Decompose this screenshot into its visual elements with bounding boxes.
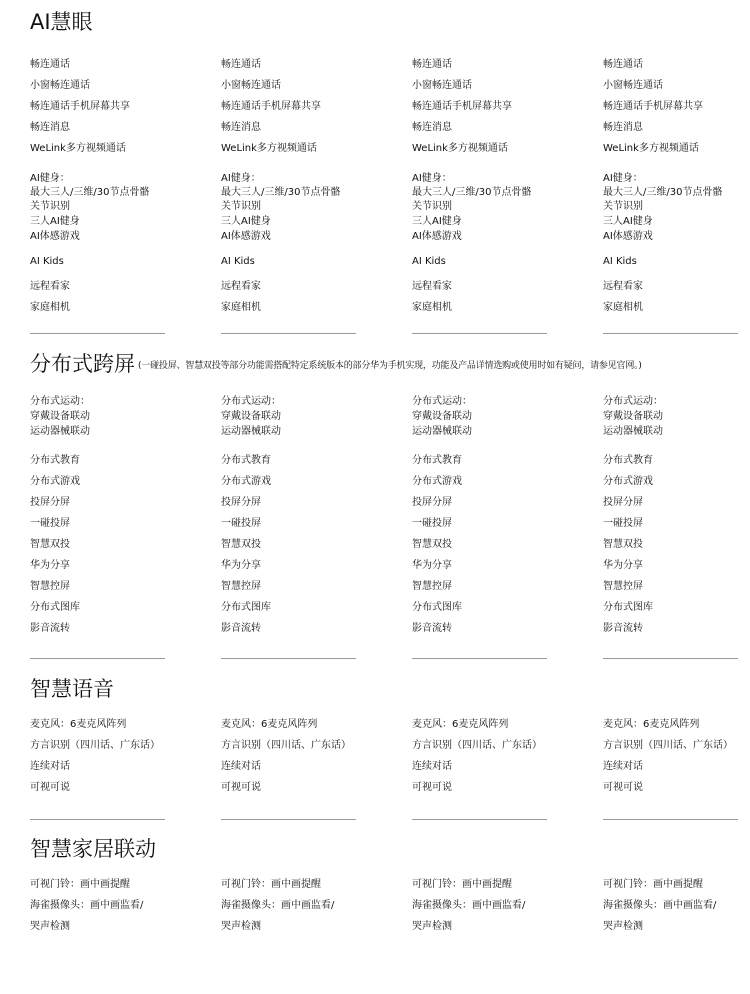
feature-item: AI健身： bbox=[30, 173, 70, 184]
feature-item: 海雀摄像头：画中画监看/ bbox=[221, 900, 335, 911]
feature-item: 畅连通话手机屏幕共享 bbox=[30, 101, 130, 112]
feature-item: 运动器械联动 bbox=[30, 426, 90, 437]
feature-item: 三人AI健身 bbox=[412, 216, 462, 227]
feature-item: AI健身： bbox=[603, 173, 643, 184]
feature-item: 穿戴设备联动 bbox=[603, 411, 663, 422]
feature-item: 可视门铃：画中画提醒 bbox=[221, 879, 321, 890]
feature-item: 分布式游戏 bbox=[221, 476, 271, 487]
feature-item: 家庭相机 bbox=[412, 302, 452, 313]
feature-item: WeLink多方视频通话 bbox=[603, 143, 699, 154]
feature-item: 分布式教育 bbox=[221, 455, 271, 466]
feature-item: WeLink多方视频通话 bbox=[412, 143, 508, 154]
section-divider bbox=[221, 819, 356, 820]
feature-item: 分布式游戏 bbox=[412, 476, 462, 487]
feature-item: 分布式图库 bbox=[412, 602, 462, 613]
feature-item: 远程看家 bbox=[30, 281, 70, 292]
feature-item: 畅连消息 bbox=[30, 122, 70, 133]
feature-item: AI健身： bbox=[412, 173, 452, 184]
feature-item: 连续对话 bbox=[603, 761, 643, 772]
feature-item: 海雀摄像头：画中画监看/ bbox=[412, 900, 526, 911]
feature-item: 华为分享 bbox=[30, 560, 70, 571]
feature-item: 智慧控屏 bbox=[412, 581, 452, 592]
feature-item: AI体感游戏 bbox=[412, 231, 462, 242]
feature-item: 畅连消息 bbox=[221, 122, 261, 133]
section-title-text: AI慧眼 bbox=[30, 10, 93, 34]
feature-item: 远程看家 bbox=[221, 281, 261, 292]
feature-item: 畅连通话手机屏幕共享 bbox=[603, 101, 703, 112]
feature-item: 投屏分屏 bbox=[603, 497, 643, 508]
feature-item: 分布式教育 bbox=[30, 455, 80, 466]
feature-item: 分布式运动： bbox=[221, 396, 281, 407]
feature-item: 影音流转 bbox=[221, 623, 261, 634]
feature-item: 可视可说 bbox=[412, 782, 452, 793]
feature-item: 可视可说 bbox=[30, 782, 70, 793]
feature-item: 小窗畅连通话 bbox=[221, 80, 281, 91]
feature-item: 关节识别 bbox=[30, 201, 70, 212]
feature-item: 运动器械联动 bbox=[412, 426, 472, 437]
feature-item: 穿戴设备联动 bbox=[412, 411, 472, 422]
feature-item: 麦克风：6麦克风阵列 bbox=[221, 719, 318, 730]
feature-item: 远程看家 bbox=[412, 281, 452, 292]
feature-item: 小窗畅连通话 bbox=[30, 80, 90, 91]
feature-item: 畅连通话 bbox=[30, 59, 70, 70]
section-divider bbox=[412, 819, 547, 820]
feature-item: AI体感游戏 bbox=[603, 231, 653, 242]
feature-item: 影音流转 bbox=[603, 623, 643, 634]
section-divider bbox=[603, 658, 738, 659]
section-divider bbox=[30, 658, 165, 659]
feature-item: 一碰投屏 bbox=[30, 518, 70, 529]
feature-item: 一碰投屏 bbox=[221, 518, 261, 529]
section-divider bbox=[30, 819, 165, 820]
feature-item: 投屏分屏 bbox=[412, 497, 452, 508]
section-divider bbox=[30, 333, 165, 334]
feature-item: AI健身： bbox=[221, 173, 261, 184]
feature-item: 哭声检测 bbox=[412, 921, 452, 932]
section-voice bbox=[0, 665, 750, 825]
feature-item: 畅连通话手机屏幕共享 bbox=[221, 101, 321, 112]
feature-item: 可视门铃：画中画提醒 bbox=[30, 879, 130, 890]
feature-item: WeLink多方视频通话 bbox=[30, 143, 126, 154]
feature-item: 分布式运动： bbox=[412, 396, 472, 407]
feature-item: 影音流转 bbox=[30, 623, 70, 634]
section-title-distributed bbox=[30, 348, 642, 378]
feature-item: 三人AI健身 bbox=[30, 216, 80, 227]
feature-item: 海雀摄像头：画中画监看/ bbox=[30, 900, 144, 911]
feature-item: 小窗畅连通话 bbox=[412, 80, 472, 91]
feature-item: 麦克风：6麦克风阵列 bbox=[30, 719, 127, 730]
feature-item: 关节识别 bbox=[412, 201, 452, 212]
feature-item: 家庭相机 bbox=[30, 302, 70, 313]
feature-item: 家庭相机 bbox=[221, 302, 261, 313]
section-divider bbox=[221, 333, 356, 334]
feature-item: 海雀摄像头：画中画监看/ bbox=[603, 900, 717, 911]
feature-item: 畅连通话 bbox=[221, 59, 261, 70]
section-divider bbox=[221, 658, 356, 659]
feature-item: 华为分享 bbox=[412, 560, 452, 571]
feature-item: 关节识别 bbox=[221, 201, 261, 212]
section-divider bbox=[603, 819, 738, 820]
feature-item: 三人AI健身 bbox=[603, 216, 653, 227]
feature-item: 畅连通话 bbox=[412, 59, 452, 70]
section-smart-home bbox=[0, 825, 750, 994]
feature-item: 最大三人/三维/30节点骨骼 bbox=[412, 187, 532, 198]
section-title-text: 智慧语音 bbox=[30, 677, 114, 701]
feature-item: 可视门铃：画中画提醒 bbox=[603, 879, 703, 890]
feature-item: 华为分享 bbox=[603, 560, 643, 571]
feature-item: 可视门铃：画中画提醒 bbox=[412, 879, 512, 890]
feature-item: AI Kids bbox=[30, 256, 64, 267]
feature-item: AI Kids bbox=[221, 256, 255, 267]
feature-item: 家庭相机 bbox=[603, 302, 643, 313]
feature-item: 畅连消息 bbox=[603, 122, 643, 133]
feature-item: 穿戴设备联动 bbox=[30, 411, 90, 422]
feature-item: 哭声检测 bbox=[30, 921, 70, 932]
feature-item: 三人AI健身 bbox=[221, 216, 271, 227]
section-title-smart-home bbox=[30, 833, 156, 863]
feature-item: 方言识别（四川话、广东话） bbox=[603, 740, 733, 751]
feature-item: 运动器械联动 bbox=[603, 426, 663, 437]
feature-item: 连续对话 bbox=[30, 761, 70, 772]
feature-item: 运动器械联动 bbox=[221, 426, 281, 437]
section-distributed bbox=[0, 340, 750, 665]
feature-item: 分布式运动： bbox=[603, 396, 663, 407]
feature-item: 穿戴设备联动 bbox=[221, 411, 281, 422]
section-divider bbox=[412, 658, 547, 659]
feature-item: 影音流转 bbox=[412, 623, 452, 634]
feature-item: 小窗畅连通话 bbox=[603, 80, 663, 91]
feature-item: 哭声检测 bbox=[603, 921, 643, 932]
feature-item: 方言识别（四川话、广东话） bbox=[30, 740, 160, 751]
feature-item: 华为分享 bbox=[221, 560, 261, 571]
feature-item: 分布式游戏 bbox=[603, 476, 653, 487]
feature-item: 方言识别（四川话、广东话） bbox=[221, 740, 351, 751]
feature-item: 投屏分屏 bbox=[221, 497, 261, 508]
feature-item: 智慧双投 bbox=[603, 539, 643, 550]
section-note: (一碰投屏、智慧双投等部分功能需搭配特定系统版本的部分华为手机实现，功能及产品详情选购或使用时如有疑问，请参见官网。) bbox=[138, 361, 642, 371]
feature-item: WeLink多方视频通话 bbox=[221, 143, 317, 154]
feature-item: AI Kids bbox=[412, 256, 446, 267]
feature-item: 最大三人/三维/30节点骨骼 bbox=[30, 187, 150, 198]
feature-item: 最大三人/三维/30节点骨骼 bbox=[221, 187, 341, 198]
section-ai-eye bbox=[0, 0, 750, 340]
feature-item: AI体感游戏 bbox=[221, 231, 271, 242]
feature-item: 投屏分屏 bbox=[30, 497, 70, 508]
section-title-text: 智慧家居联动 bbox=[30, 837, 156, 861]
feature-item: 智慧双投 bbox=[30, 539, 70, 550]
feature-item: 一碰投屏 bbox=[412, 518, 452, 529]
feature-item: AI体感游戏 bbox=[30, 231, 80, 242]
feature-item: 方言识别（四川话、广东话） bbox=[412, 740, 542, 751]
feature-item: 畅连消息 bbox=[412, 122, 452, 133]
feature-item: 麦克风：6麦克风阵列 bbox=[412, 719, 509, 730]
feature-item: 分布式游戏 bbox=[30, 476, 80, 487]
feature-item: 分布式教育 bbox=[412, 455, 462, 466]
feature-item: 连续对话 bbox=[221, 761, 261, 772]
feature-item: 智慧双投 bbox=[221, 539, 261, 550]
feature-item: 哭声检测 bbox=[221, 921, 261, 932]
feature-item: 分布式运动： bbox=[30, 396, 90, 407]
feature-item: 畅连通话 bbox=[603, 59, 643, 70]
section-title-text: 分布式跨屏 bbox=[30, 352, 135, 376]
feature-item: 远程看家 bbox=[603, 281, 643, 292]
feature-item: 分布式图库 bbox=[221, 602, 271, 613]
feature-item: AI Kids bbox=[603, 256, 637, 267]
feature-item: 分布式图库 bbox=[603, 602, 653, 613]
feature-item: 最大三人/三维/30节点骨骼 bbox=[603, 187, 723, 198]
section-title-ai-eye bbox=[30, 6, 93, 36]
feature-item: 关节识别 bbox=[603, 201, 643, 212]
feature-item: 分布式教育 bbox=[603, 455, 653, 466]
section-divider bbox=[603, 333, 738, 334]
feature-item: 畅连通话手机屏幕共享 bbox=[412, 101, 512, 112]
feature-item: 一碰投屏 bbox=[603, 518, 643, 529]
feature-item: 智慧控屏 bbox=[30, 581, 70, 592]
feature-item: 可视可说 bbox=[221, 782, 261, 793]
feature-item: 分布式图库 bbox=[30, 602, 80, 613]
feature-item: 智慧控屏 bbox=[603, 581, 643, 592]
feature-item: 麦克风：6麦克风阵列 bbox=[603, 719, 700, 730]
feature-item: 可视可说 bbox=[603, 782, 643, 793]
section-title-voice bbox=[30, 673, 114, 703]
section-divider bbox=[412, 333, 547, 334]
feature-item: 连续对话 bbox=[412, 761, 452, 772]
feature-item: 智慧双投 bbox=[412, 539, 452, 550]
feature-item: 智慧控屏 bbox=[221, 581, 261, 592]
